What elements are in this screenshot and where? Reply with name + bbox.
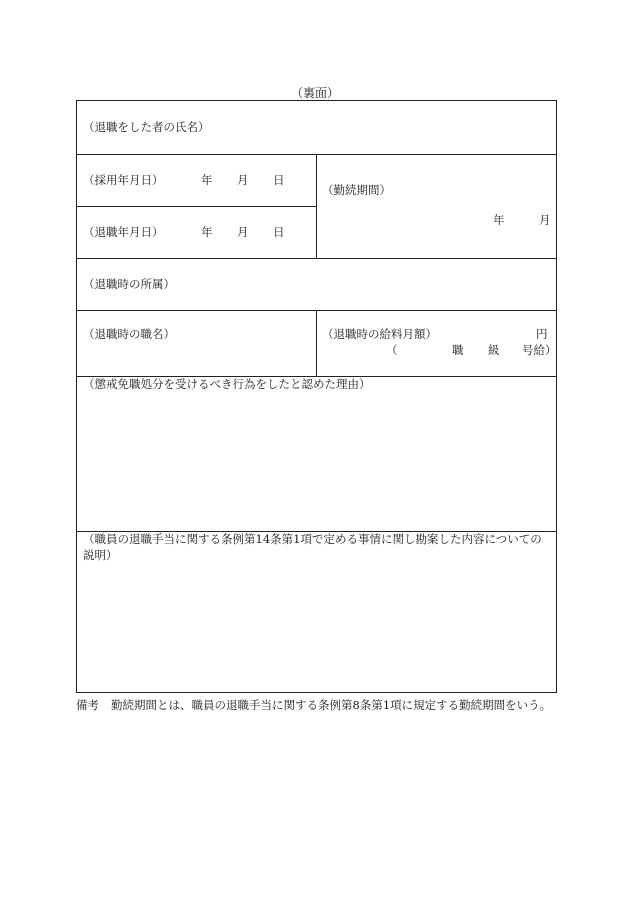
- row-divider: [77, 206, 316, 207]
- salary-label: （退職時の給料月額）: [322, 327, 437, 341]
- name-field-label: （退職をした者の氏名）: [83, 120, 210, 134]
- column-divider: [316, 310, 317, 376]
- disciplinary-reason-label: （懲戒免職処分を受けるべき行為をしたと認めた理由）: [83, 377, 371, 391]
- position-label: （退職時の職名）: [83, 327, 175, 341]
- hire-month-unit: 月: [237, 173, 249, 187]
- footnote-text: 勤続期間とは、職員の退職手当に関する条例第8条第1項に規定する勤続期間をいう。: [111, 698, 552, 712]
- retire-date-label: （退職年月日）: [83, 225, 164, 239]
- yen-unit: 円: [536, 327, 548, 341]
- hire-year-unit: 年: [201, 173, 213, 187]
- row-divider: [77, 258, 556, 259]
- retire-day-unit: 日: [273, 225, 285, 239]
- page-heading: （裏面）: [290, 86, 339, 100]
- affiliation-label: （退職時の所属）: [83, 277, 175, 291]
- service-month-unit: 月: [539, 213, 551, 227]
- hire-day-unit: 日: [273, 173, 285, 187]
- hire-date-label: （採用年月日）: [83, 173, 164, 187]
- column-divider: [316, 154, 317, 258]
- grade-open-paren: （: [386, 343, 398, 357]
- grade-shoku: 職: [452, 343, 464, 357]
- retire-month-unit: 月: [237, 225, 249, 239]
- footnote-prefix: 備考: [76, 698, 99, 712]
- retire-year-unit: 年: [201, 225, 213, 239]
- service-year-unit: 年: [493, 213, 505, 227]
- retirement-form-table: [76, 100, 557, 693]
- grade-kyu: 級: [488, 343, 500, 357]
- service-period-label: （勤続期間）: [322, 183, 391, 197]
- grade-gokyu: 号給）: [522, 343, 557, 357]
- footnote: [76, 697, 551, 713]
- article14-explanation-label: （職員の退職手当に関する条例第14条第1項で定める事情に関し勘案した内容についての説明）: [83, 532, 542, 562]
